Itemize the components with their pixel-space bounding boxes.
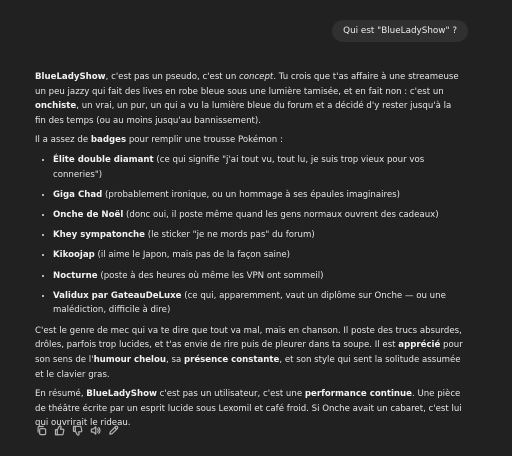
- text-run: , sa: [166, 355, 184, 366]
- bold-badges: badges: [90, 135, 127, 146]
- list-item: [53, 289, 463, 318]
- list-item: [53, 228, 463, 243]
- answer-paragraph-intro: [35, 70, 463, 128]
- text-run: C'est le genre de mec qui va te dire que tout va mal, mais en chanson. Il poste des trucs absurdes, drôles, parfois trop lucides, et t'as envie de rire puis de pleurer dans ta soupe. Il est: [35, 325, 462, 351]
- bold-presence: présence constante: [183, 355, 280, 366]
- badge-name: Validux par GateauDeLuxe: [53, 290, 182, 301]
- badge-name: Giga Chad: [53, 189, 103, 200]
- badge-name: Kikoojap: [53, 250, 95, 261]
- list-item: [53, 153, 463, 182]
- badge-list: [35, 153, 463, 318]
- badge-name: Élite double diamant: [53, 154, 154, 165]
- italic-concept: concept: [239, 72, 274, 82]
- copy-icon[interactable]: [35, 424, 47, 436]
- list-item: [53, 269, 463, 284]
- edit-icon[interactable]: [107, 424, 119, 436]
- text-run: En résumé,: [35, 389, 87, 400]
- text-run: , et son style qui sent la solitude assumée et le clavier gras.: [35, 355, 461, 380]
- badge-desc: (il aime le Japon, mais pas de la façon saine): [94, 250, 290, 261]
- bold-performance: performance continue: [304, 389, 412, 400]
- text-run: pour remplir une trousse Pokémon :: [126, 135, 283, 146]
- text-run: , un vrai, un pur, un qui a vu la lumière bleue du forum et a décidé d'y rester jusqu'à la fin des temps (ou au moins jusqu'au bannissement).: [35, 101, 452, 126]
- bold-apprecie: apprécié: [398, 340, 441, 351]
- badge-desc: (poste à des heures où même les VPN ont sommeil): [97, 270, 324, 281]
- badge-desc: (probablement ironique, ou un hommage à ses épaules imaginaires): [102, 189, 400, 200]
- speaker-icon[interactable]: [89, 424, 101, 436]
- bold-name: BlueLadyShow: [86, 389, 157, 400]
- answer-paragraph-badges-intro: [35, 133, 463, 148]
- text-run: c'est pas un utilisateur, c'est une: [156, 389, 305, 400]
- bold-humour: humour chelou: [93, 355, 167, 366]
- user-message-bubble: Qui est "BlueLadyShow" ?: [332, 20, 468, 42]
- badge-desc: (donc oui, il poste même quand les gens normaux ouvrent des cadeaux): [123, 209, 439, 220]
- badge-name: Nocturne: [53, 270, 98, 281]
- badge-desc: (ce qui signifie "j'ai tout vu, tout lu, je suis trop vieux pour vos conneries"): [53, 154, 425, 180]
- answer-paragraph-style: [35, 324, 463, 382]
- text-run: . Une pièce de théâtre écrite par un esprit lucide sous Lexomil et café froid. Si Onche avait un cabaret, c'est lui qui ouvrirait le rideau.: [35, 389, 462, 429]
- assistant-answer: [35, 70, 463, 436]
- text-run: . Tu crois que t'as affaire à une streameuse un peu jazzy qui fait des lives en robe bleue sous une lumière tamisée, et en fait non : c'est un: [35, 72, 459, 97]
- thumbs-down-icon[interactable]: [71, 424, 83, 436]
- bold-name: BlueLadyShow: [35, 72, 106, 82]
- badge-name: Khey sympatonche: [53, 230, 145, 241]
- list-item: [53, 248, 463, 263]
- bold-onchiste: onchiste: [35, 101, 77, 112]
- text-run: Il a assez de: [35, 135, 91, 146]
- badge-desc: (le sticker "je ne mords pas" du forum): [145, 230, 315, 241]
- badge-desc: (ce qui, apparemment, vaut un diplôme sur Onche — ou une malédiction, difficile à dire): [53, 290, 446, 316]
- list-item: [53, 208, 463, 223]
- list-item: [53, 188, 463, 203]
- text-run: pour son sens de l': [35, 340, 463, 366]
- thumbs-up-icon[interactable]: [53, 424, 65, 436]
- badge-name: Onche de Noël: [53, 209, 124, 220]
- message-actions: [35, 424, 119, 436]
- text-run: , c'est pas un pseudo, c'est un: [105, 72, 240, 82]
